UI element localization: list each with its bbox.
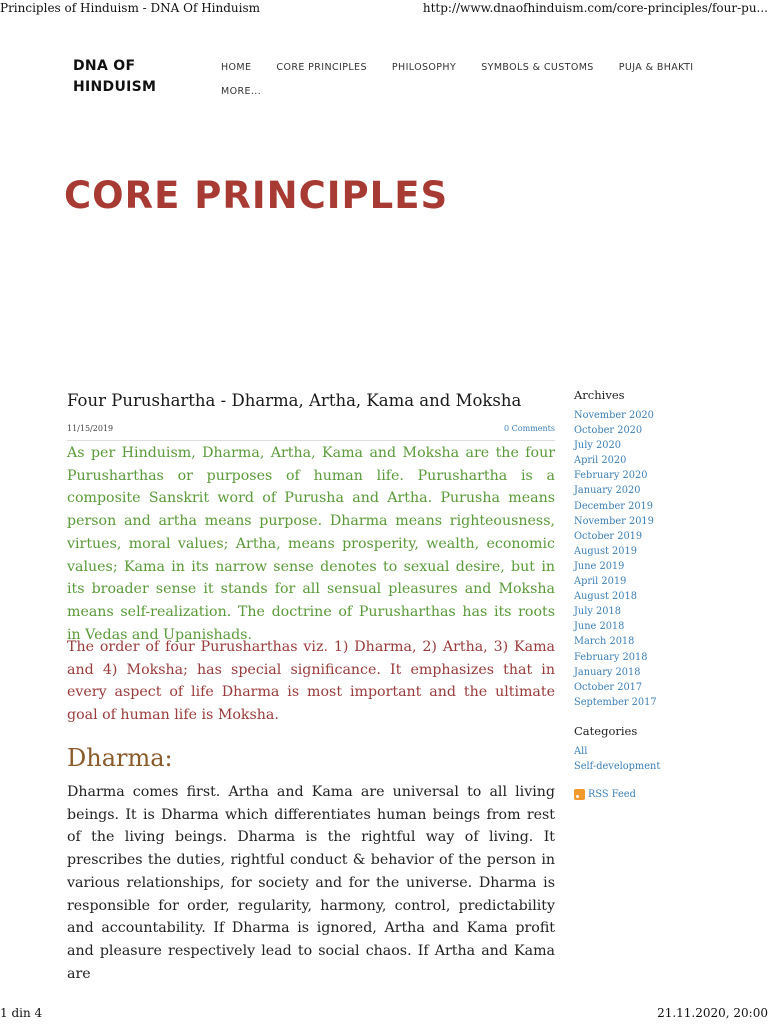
print-footer bbox=[0, 1006, 768, 1024]
site-logo[interactable] bbox=[73, 56, 183, 98]
post-date: 11/15/2019 bbox=[67, 424, 114, 433]
archives-list bbox=[574, 408, 724, 710]
page-title: CORE PRINCIPLES bbox=[64, 174, 449, 217]
category-self-development[interactable]: Self-development bbox=[574, 760, 661, 772]
archive-link[interactable]: February 2018 bbox=[574, 651, 648, 663]
archive-link[interactable]: July 2018 bbox=[574, 606, 621, 618]
nav-core-principles[interactable]: CORE PRINCIPLES bbox=[276, 61, 367, 73]
nav-puja-bhakti[interactable]: PUJA & BHAKTI bbox=[618, 61, 694, 73]
print-header bbox=[0, 0, 768, 18]
print-timestamp: 21.11.2020, 20:00 bbox=[657, 1006, 768, 1020]
archive-link[interactable]: January 2018 bbox=[574, 666, 641, 678]
archive-link[interactable]: June 2019 bbox=[574, 560, 625, 572]
archive-link[interactable]: October 2020 bbox=[574, 425, 643, 437]
order-paragraph: The order of four Purusharthas viz. 1) Dharma, 2) Artha, 3) Kama and 4) Moksha; has special significance. It emphasizes that in every aspect of life Dharma is most important and the ultimate goal of human life is Moksha. bbox=[67, 639, 555, 724]
archive-link[interactable]: June 2018 bbox=[574, 621, 625, 633]
archive-link[interactable]: January 2020 bbox=[574, 485, 641, 497]
archive-link[interactable]: March 2018 bbox=[574, 636, 635, 648]
nav-philosophy[interactable]: PHILOSOPHY bbox=[391, 61, 457, 73]
category-all[interactable]: All bbox=[574, 745, 588, 757]
print-url: http://www.dnaofhinduism.com/core-principles/four-pu... bbox=[422, 1, 768, 15]
archive-link[interactable]: November 2020 bbox=[574, 410, 654, 421]
logo-line-1: DNA OF bbox=[73, 58, 136, 74]
archive-link[interactable]: February 2020 bbox=[574, 470, 648, 482]
sidebar bbox=[574, 388, 724, 800]
comments-link[interactable]: 0 Comments bbox=[504, 424, 555, 433]
intro-paragraph: As per Hinduism, Dharma, Artha, Kama and Moksha are the four Purusharthas or purposes of human life. Purushartha is a composite Sanskrit word of Purusha and Artha. Purusha means person and artha means purpose. Dharma means righteousness, virtues, moral values; Artha, means prosperity, wealth, economic values; Kama in its narrow sense denotes to sexual desire, but in its broader sense it stands for all sensual pleasures and Moksha means self-realization. The doctrine of Purusharthas has its roots in Vedas and Upanishads. bbox=[67, 445, 555, 643]
archive-link[interactable]: July 2020 bbox=[574, 440, 621, 452]
dharma-heading: Dharma: bbox=[67, 744, 173, 772]
archive-link[interactable]: December 2019 bbox=[574, 500, 654, 512]
print-page-count: 1 din 4 bbox=[0, 1006, 43, 1020]
archive-link[interactable]: November 2019 bbox=[574, 515, 654, 527]
rss-label: RSS Feed bbox=[588, 789, 636, 801]
archive-link[interactable]: August 2018 bbox=[574, 591, 637, 603]
rss-feed-link[interactable] bbox=[574, 789, 724, 800]
archive-link[interactable]: October 2019 bbox=[574, 530, 643, 542]
rss-icon bbox=[574, 789, 585, 800]
archive-link[interactable]: September 2017 bbox=[574, 696, 657, 708]
archive-link[interactable]: August 2019 bbox=[574, 545, 637, 557]
archives-heading: Archives bbox=[574, 388, 625, 402]
logo-line-2: HINDUISM bbox=[73, 79, 157, 95]
post-meta bbox=[67, 424, 555, 441]
archive-link[interactable]: October 2017 bbox=[574, 681, 643, 693]
archive-link[interactable]: April 2019 bbox=[574, 576, 627, 588]
dharma-paragraph: Dharma comes first. Artha and Kama are universal to all living beings. It is Dharma which differentiates human beings from rest of the living beings. Dharma is the rightful way of living. It prescribes the duties, rightful conduct & behavior of the person in various relationships, for society and for the universe. Dharma is responsible for order, regularity, harmony, control, predictability and accountability. If Dharma is ignored, Artha and Kama profit and pleasure respectively lead to social chaos. If Artha and Kama are bbox=[67, 784, 555, 982]
categories-heading: Categories bbox=[574, 723, 638, 738]
nav-home[interactable]: HOME bbox=[221, 61, 252, 73]
categories-list bbox=[574, 744, 724, 774]
nav-more[interactable]: MORE... bbox=[221, 85, 262, 97]
post-title[interactable]: Four Purushartha - Dharma, Artha, Kama and Moksha bbox=[67, 391, 522, 410]
nav-symbols-customs[interactable]: SYMBOLS & CUSTOMS bbox=[481, 61, 594, 73]
print-page-title: Principles of Hinduism - DNA Of Hinduism bbox=[0, 1, 261, 15]
archive-link[interactable]: April 2020 bbox=[574, 455, 627, 467]
categories-section bbox=[574, 724, 724, 774]
main-nav bbox=[221, 55, 701, 103]
